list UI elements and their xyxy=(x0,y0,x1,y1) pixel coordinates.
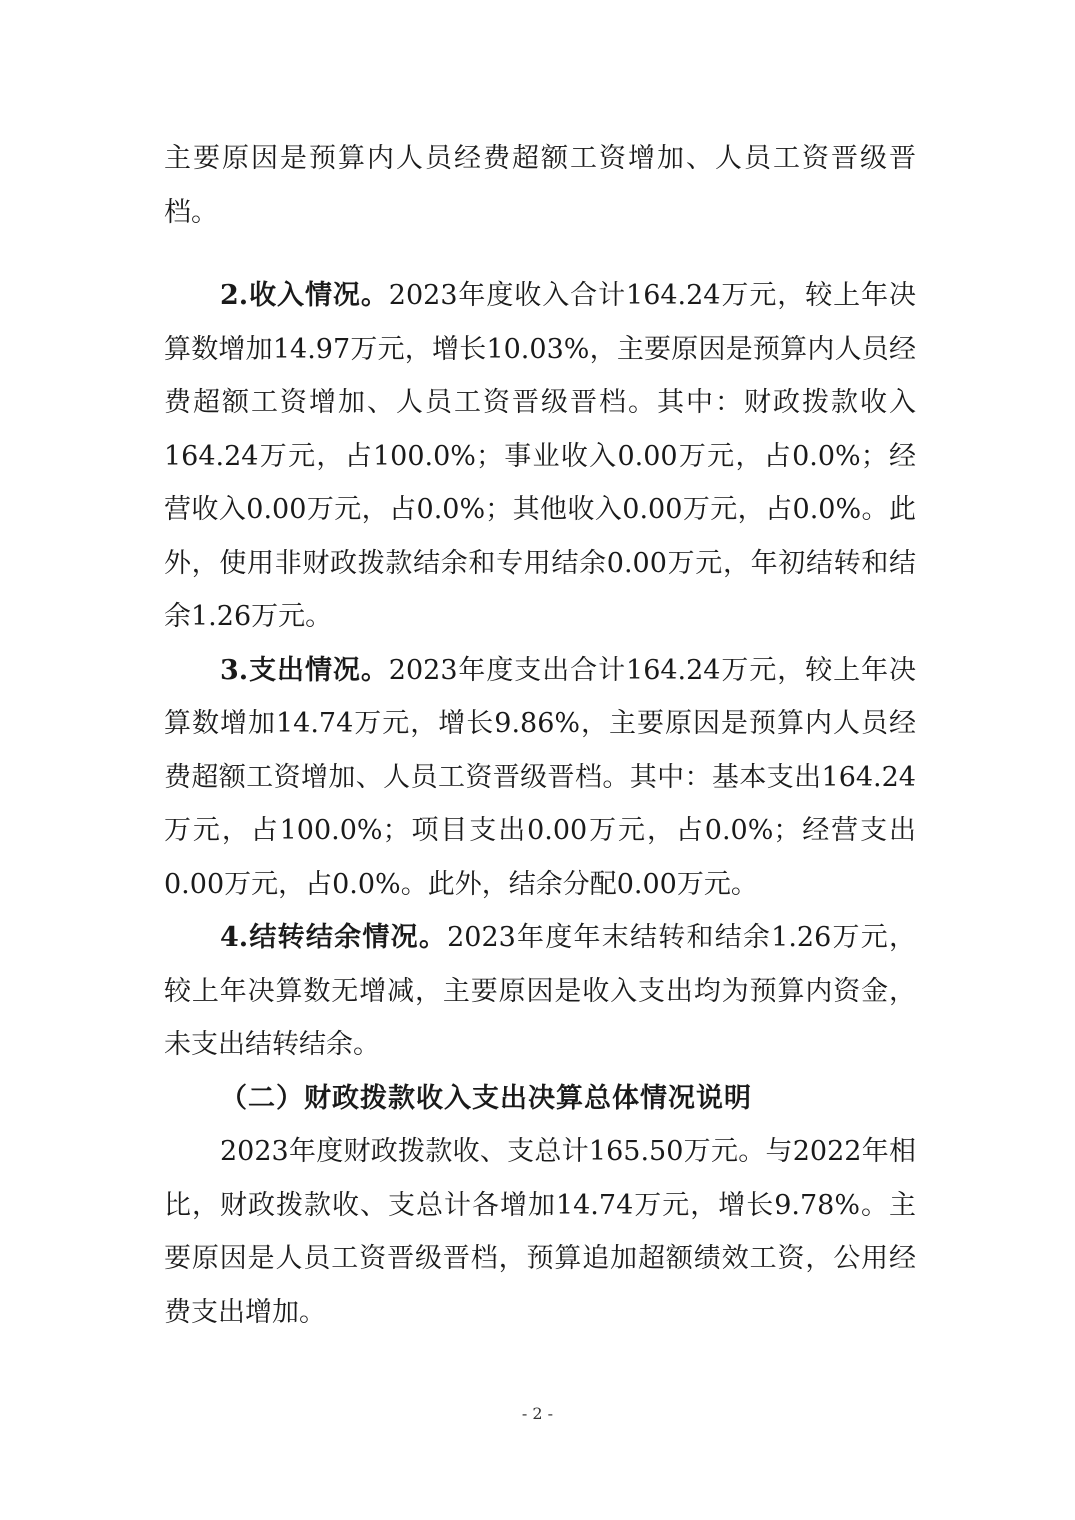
income-text: 2023年度收入合计164.24万元，较上年决算数增加14.97万元，增长10.03%，主要原因是预算内人员经费超额工资增加、人员工资晋级晋档。其中：财政拨款收入164.24万元，占100.0%；事业收入0.00万元，占0.0%；经营收入0.00万元，占0.0%；其他收入0.00万元，占0.0%。此外，使用非财政拨款结余和专用结余0.00万元，年初结转和结余1.26万元。 xyxy=(164,280,917,632)
section-two-text: 2023年度财政拨款收、支总计165.50万元。与2022年相比，财政拨款收、支总计各增加14.74万元，增长9.78%。主要原因是人员工资晋级晋档，预算追加超额绩效工资，公用经费支出增加。 xyxy=(164,1136,916,1328)
section-two-paragraph xyxy=(164,1125,916,1339)
continuation-paragraph xyxy=(164,132,916,239)
page-number: - 2 - xyxy=(521,1404,554,1423)
expenditure-paragraph xyxy=(164,644,916,912)
income-paragraph xyxy=(164,269,916,644)
document-body xyxy=(164,132,916,1339)
continuation-text: 主要原因是预算内人员经费超额工资增加、人员工资晋级晋档。 xyxy=(164,143,916,228)
section-two-heading: （二）财政拨款收入支出决算总体情况说明 xyxy=(220,1082,752,1114)
carryover-text: 2023年度年末结转和结余1.26万元，较上年决算数无增减，主要原因是收入支出均为预算内资金，未支出结转结余。 xyxy=(164,922,916,1060)
income-heading: 2.收入情况。 xyxy=(220,280,389,311)
carryover-paragraph xyxy=(164,911,916,1072)
expenditure-text: 2023年度支出合计164.24万元，较上年决算数增加14.74万元，增长9.86%，主要原因是预算内人员经费超额工资增加、人员工资晋级晋档。其中：基本支出164.24万元，占100.0%；项目支出0.00万元，占0.0%；经营支出0.00万元，占0.0%。此外，结余分配0.00万元。 xyxy=(164,654,917,900)
expenditure-heading: 3.支出情况。 xyxy=(220,654,389,686)
carryover-heading: 4.结转结余情况。 xyxy=(220,922,448,953)
